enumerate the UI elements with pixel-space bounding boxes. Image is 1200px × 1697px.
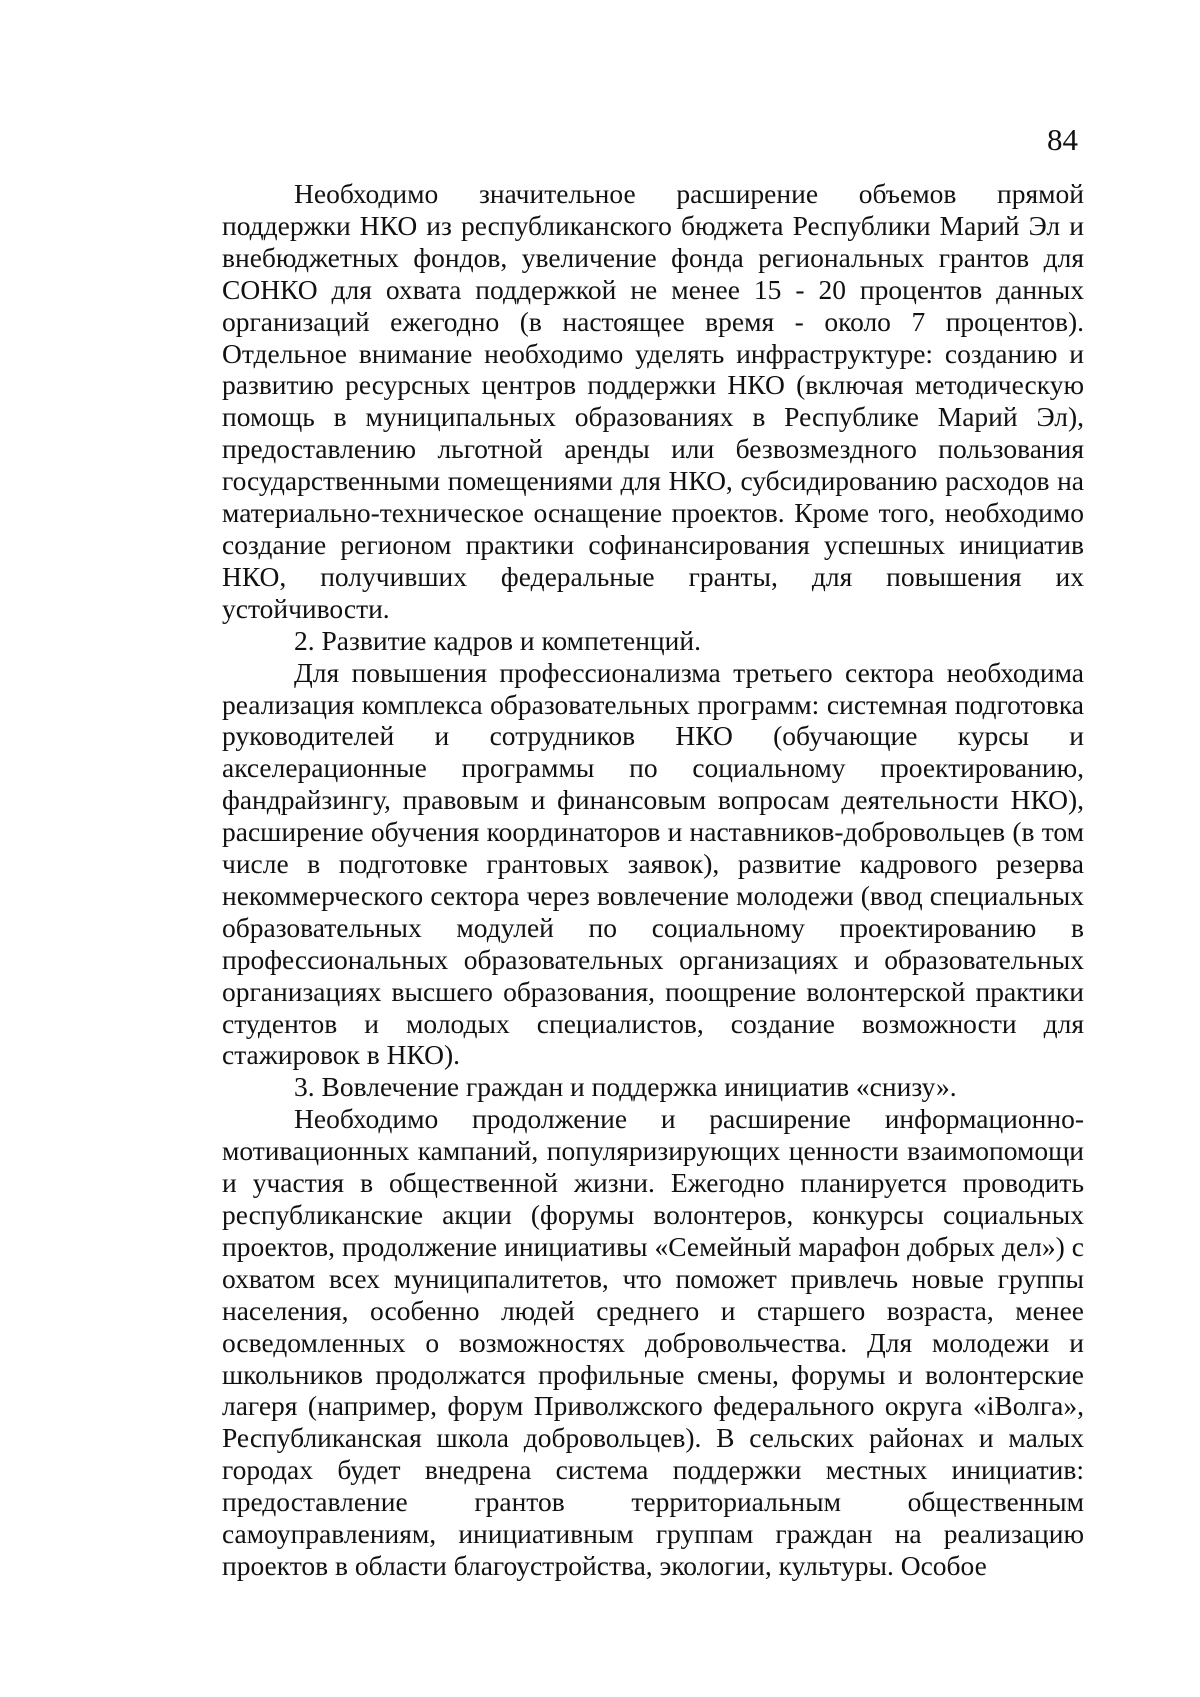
section-heading-personnel: 2. Развитие кадров и компетенций. [294, 624, 701, 656]
page-number: 84 [1047, 122, 1078, 157]
paragraph-financial-support: Необходимо значительное расширение объемов прямой поддержки НКО из республиканского бюджета Республики Марий Эл и внебюджетных фондов, увеличение фонда региональных грантов для СОНКО для охвата поддержкой не менее 15 - 20 процентов данных организаций ежегодно (в настоящее время - около 7 процентов). Отдельное внимание необходимо уделять инфраструктуре: созданию и развитию ресурсных центров поддержки НКО (включая методическую помощь в муниципальных образованиях в Республике Марий Эл), предоставлению льготной аренды или безвозмездного пользования государственными помещениями для НКО, субсидированию расходов на материально-техническое оснащение проектов. Кроме того, необходимо создание регионом практики софинансирования успешных инициатив НКО, получивших федеральные гранты, для повышения их устойчивости. [222, 178, 1084, 624]
paragraph-education-programs: Для повышения профессионализма третьего сектора необходима реализация комплекса образовательных программ: системная подготовка руководителей и сотрудников НКО (обучающие курсы и акселерационные программы по социальному проектированию, фандрайзингу, правовым и финансовым вопросам деятельности НКО), расширение обучения координаторов и наставников-добровольцев (в том числе в подготовке грантовых заявок), развитие кадрового резерва некоммерческого сектора через вовлечение молодежи (ввод специальных образовательных модулей по социальному проектированию в профессиональных образовательных организациях и образовательных организациях высшего образования, поощрение волонтерской практики студентов и молодых специалистов, создание возможности для стажировок в НКО). [222, 656, 1084, 1071]
paragraph-motivation-campaigns: Необходимо продолжение и расширение информационно-мотивационных кампаний, популяризирующих ценности взаимопомощи и участия в общественной жизни. Ежегодно планируется проводить республиканские акции (форумы волонтеров, конкурсы социальных проектов, продолжение инициативы «Семейный марафон добрых дел») с охватом всех муниципалитетов, что поможет привлечь новые группы населения, особенно людей среднего и старшего возраста, менее осведомленных о возможностях добровольчества. Для молодежи и школьников продолжатся профильные смены, форумы и волонтерские лагеря (например, форум Приволжского федерального округа «iВолга», Республиканская школа добровольцев). В сельских районах и малых городах будет внедрена система поддержки местных инициатив: предоставление грантов территориальным общественным самоуправлениям, инициативным группам граждан на реализацию проектов в области благоустройства, экологии, культуры. Особое [222, 1103, 1084, 1581]
section-heading-citizen-involvement: 3. Вовлечение граждан и поддержка инициатив «снизу». [294, 1071, 957, 1103]
document-body [222, 178, 1084, 1582]
